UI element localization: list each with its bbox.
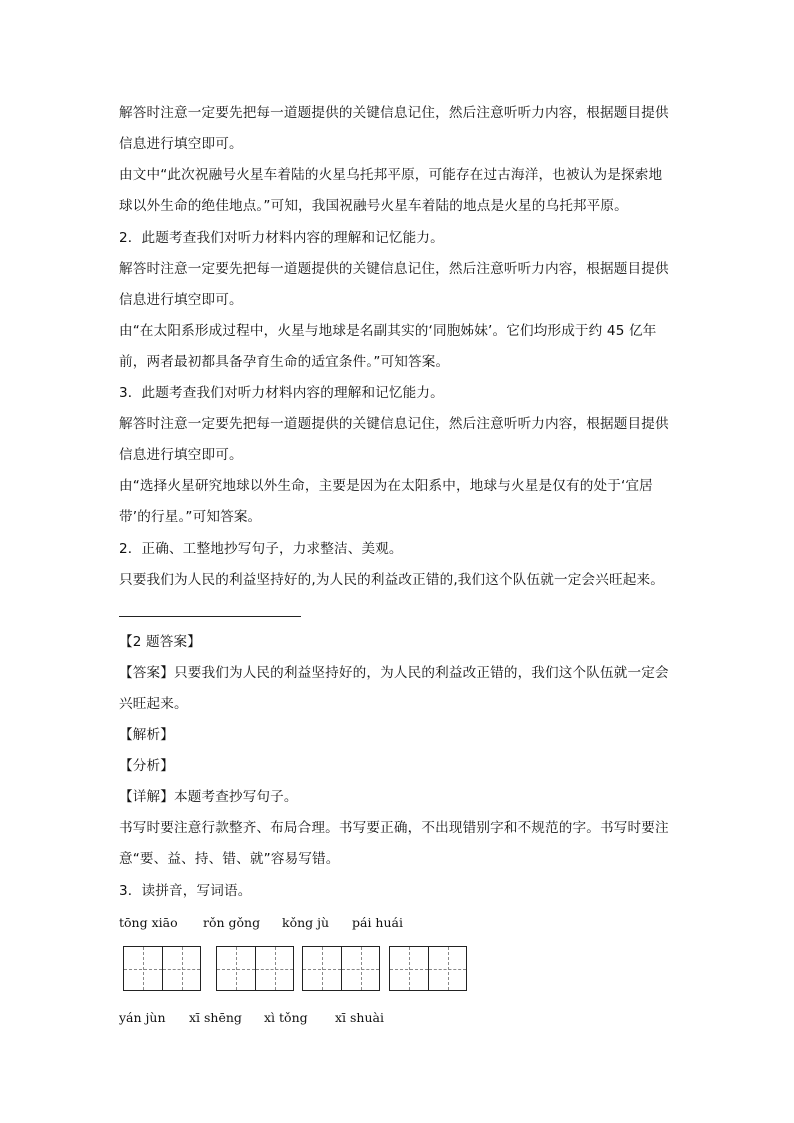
pinyin-2: rǒn gǒng (203, 915, 261, 930)
grid-cell[interactable] (124, 947, 162, 990)
text-line-8: 由“在太阳系形成过程中，火星与地球是名副其实的‘同胞姊妹’。它们均形成于约 45 亿年 (119, 323, 657, 339)
text-line-7: 信息进行填空即可。 (119, 292, 243, 308)
text-line-10: 3．此题考查我们对听力材料内容的理解和记忆能力。 (119, 385, 444, 401)
question-3-heading: 3．读拼音，写词语。 (119, 883, 252, 899)
writing-grid-2[interactable] (216, 946, 294, 991)
text-line-24: 意“要、益、持、错、就”容易写错。 (119, 851, 340, 867)
answer-heading: 【2 题答案】 (119, 634, 201, 650)
grid-cell[interactable] (341, 947, 379, 990)
text-line-15: 2．正确、工整地抄写句子，力求整洁、美观。 (119, 541, 403, 557)
analysis-subheading: 【分析】 (119, 758, 174, 774)
pinyin-4: pái huái (352, 915, 403, 930)
text-line-16: 只要我们为人民的利益坚持好的,为人民的利益改正错的,我们这个队伍就一定会兴旺起来。 (119, 572, 664, 588)
text-line-4: 球以外生命的绝佳地点。”可知，我国祝融号火星车着陆的地点是火星的乌托邦平原。 (119, 198, 628, 214)
pinyin-8: xī shuài (335, 1010, 384, 1025)
grid-cell[interactable] (162, 947, 200, 990)
pinyin-3: kǒng jù (282, 915, 330, 930)
writing-grid-3[interactable] (302, 946, 380, 991)
text-line-22: 【详解】本题考查抄写句子。 (119, 789, 298, 805)
writing-grid-1[interactable] (123, 946, 201, 991)
grid-cell[interactable] (390, 947, 428, 990)
grid-cell[interactable] (428, 947, 466, 990)
footnote-divider (119, 616, 301, 617)
writing-grid-4[interactable] (389, 946, 467, 991)
grid-cell[interactable] (303, 947, 341, 990)
text-line-6: 解答时注意一定要先把每一道题提供的关键信息记住，然后注意听听力内容，根据题目提供 (119, 261, 669, 277)
text-line-12: 信息进行填空即可。 (119, 447, 243, 463)
text-line-23: 书写时要注意行款整齐、布局合理。书写要正确，不出现错别字和不规范的字。书写时要注 (119, 820, 669, 836)
text-line-19: 兴旺起来。 (119, 696, 188, 712)
text-line-14: 带’的行星。”可知答案。 (119, 509, 262, 525)
grid-cell[interactable] (255, 947, 293, 990)
pinyin-7: xì tǒng (264, 1010, 308, 1025)
text-line-5: 2．此题考查我们对听力材料内容的理解和记忆能力。 (119, 230, 444, 246)
pinyin-6: xī shēng (189, 1010, 242, 1025)
text-line-9: 前，两者最初都具备孕育生命的适宜条件。”可知答案。 (119, 354, 450, 370)
text-line-1: 解答时注意一定要先把每一道题提供的关键信息记住，然后注意听听力内容，根据题目提供 (119, 105, 669, 121)
text-line-3: 由文中“此次祝融号火星车着陆的火星乌托邦平原，可能存在过古海洋，也被认为是探索地 (119, 167, 663, 183)
analysis-heading: 【解析】 (119, 727, 174, 743)
text-line-13: 由“选择火星研究地球以外生命，主要是因为在太阳系中，地球与火星是仅有的处于‘宜居 (119, 478, 653, 494)
text-line-11: 解答时注意一定要先把每一道题提供的关键信息记住，然后注意听听力内容，根据题目提供 (119, 416, 669, 432)
pinyin-1: tōng xiāo (119, 915, 178, 930)
text-line-18: 【答案】只要我们为人民的利益坚持好的，为人民的利益改正错的，我们这个队伍就一定会 (119, 665, 669, 681)
text-line-2: 信息进行填空即可。 (119, 136, 243, 152)
pinyin-5: yán jùn (119, 1010, 166, 1025)
grid-cell[interactable] (217, 947, 255, 990)
